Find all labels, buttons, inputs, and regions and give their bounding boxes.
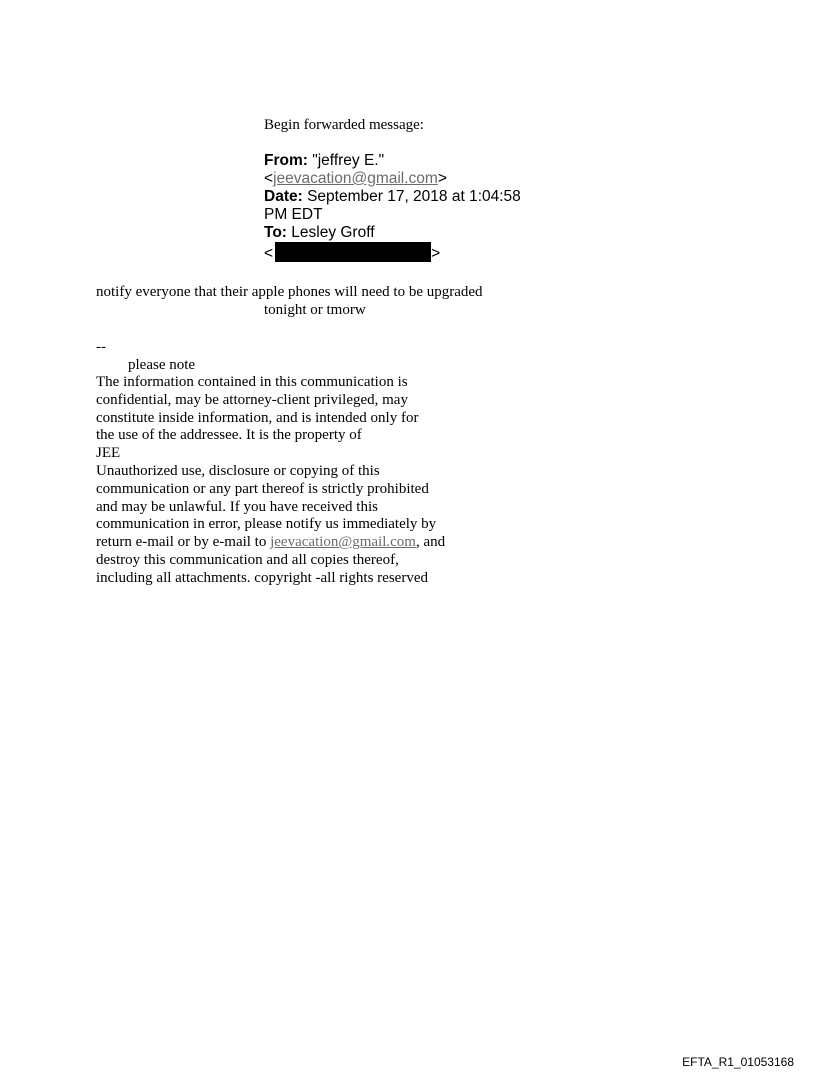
return-prefix: return e-mail or by e-mail to [96, 534, 271, 551]
message-body-line-2: tonight or tmorw [264, 302, 366, 318]
to-name: Lesley Groff [291, 224, 375, 241]
disclaimer-line: including all attachments. copyright -all rights reserved [96, 569, 428, 586]
to-email-line [264, 242, 564, 263]
disclaimer-line: communication or any part thereof is strictly prohibited [96, 480, 429, 497]
confidentiality-disclaimer [96, 374, 516, 588]
from-email-line: <jeevacation@gmail.com> [264, 170, 447, 187]
disclaimer-email-link[interactable]: jeevacation@gmail.com [270, 534, 416, 551]
disclaimer-return-line [96, 534, 516, 552]
date-label: Date: [264, 188, 303, 205]
date-line-continued: PM EDT [264, 206, 323, 223]
signature-separator: -- [96, 339, 106, 355]
return-suffix: , and [415, 534, 446, 551]
disclaimer-line: and may be unlawful. If you have received this [96, 498, 378, 515]
date-value: September 17, 2018 at 1:04:58 [307, 188, 521, 205]
date-line [264, 188, 564, 206]
to-open-bracket: < [264, 245, 274, 262]
forward-header [264, 152, 564, 263]
disclaimer-line: the use of the addressee. It is the property of [96, 427, 362, 444]
disclaimer-line: constitute inside information, and is intended only for [96, 409, 419, 426]
to-label: To: [264, 224, 287, 241]
to-close-bracket: > [431, 245, 441, 262]
from-name: "jeffrey E." [312, 152, 385, 169]
disclaimer-line: Unauthorized use, disclosure or copying of this [96, 462, 380, 479]
message-body-line-1: notify everyone that their apple phones will need to be upgraded [96, 284, 483, 300]
disclaimer-line: confidential, may be attorney-client privileged, may [96, 391, 408, 408]
from-email-link[interactable]: jeevacation@gmail.com [273, 170, 438, 187]
document-id: EFTA_R1_01053168 [682, 1055, 794, 1069]
disclaimer-line: JEE [96, 445, 121, 462]
from-line [264, 152, 564, 170]
disclaimer-line: The information contained in this communication is [96, 374, 408, 390]
from-label: From: [264, 152, 308, 169]
redaction-block [275, 242, 431, 262]
disclaimer-line: destroy this communication and all copies thereof, [96, 551, 399, 568]
to-line [264, 224, 564, 242]
disclaimer-line: communication in error, please notify us immediately by [96, 516, 437, 533]
signature-note: please note [128, 357, 196, 373]
forward-intro: Begin forwarded message: [264, 117, 424, 133]
